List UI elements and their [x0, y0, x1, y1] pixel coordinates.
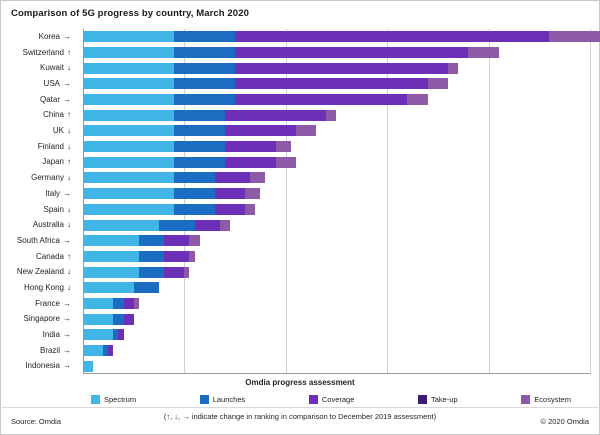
category-label: Qatar → [39, 94, 71, 104]
bar-segment-coverage[interactable] [215, 172, 250, 183]
bar-segment-spectrum[interactable] [83, 157, 174, 168]
rank-change-arrow-icon: ↓ [67, 126, 71, 136]
bar-segment-coverage[interactable] [225, 157, 276, 168]
category-label: Australia ↓ [32, 220, 71, 230]
bar-segment-spectrum[interactable] [83, 361, 93, 372]
bar-segment-coverage[interactable] [164, 251, 189, 262]
bar-segment-spectrum[interactable] [83, 141, 174, 152]
bar-segment-spectrum[interactable] [83, 110, 174, 121]
bar-segment-spectrum[interactable] [83, 204, 174, 215]
bar-segment-coverage[interactable] [164, 235, 189, 246]
bar-row[interactable] [35, 249, 590, 265]
bar-segment-launches[interactable] [159, 220, 194, 231]
stacked-bar[interactable] [83, 63, 458, 74]
legend-label: Take-up [431, 395, 458, 404]
bar-segment-spectrum[interactable] [83, 125, 174, 136]
bar-segment-coverage[interactable] [164, 267, 184, 278]
bar-segment-spectrum[interactable] [83, 267, 139, 278]
bar-segment-launches[interactable] [113, 314, 123, 325]
legend-item-spectrum[interactable] [91, 395, 136, 404]
stacked-bar[interactable] [83, 47, 499, 58]
stacked-bar[interactable] [83, 78, 448, 89]
bar-segment-launches[interactable] [139, 251, 164, 262]
bar-segment-ecosystem[interactable] [549, 31, 600, 42]
rank-change-arrow-icon: ↑ [67, 251, 71, 261]
bar-segment-ecosystem[interactable] [184, 267, 189, 278]
bar-row[interactable] [43, 76, 590, 92]
legend-swatch-icon [200, 395, 209, 404]
bar-segment-spectrum[interactable] [83, 282, 134, 293]
rank-change-arrow-icon: → [63, 235, 71, 245]
stacked-bar[interactable] [83, 31, 600, 42]
bar-segment-launches[interactable] [174, 125, 225, 136]
bar-segment-coverage[interactable] [215, 204, 245, 215]
bar-segment-coverage[interactable] [215, 188, 245, 199]
legend-label: Launches [212, 395, 246, 404]
stacked-bar[interactable] [83, 345, 113, 356]
rank-change-arrow-icon: ↓ [67, 173, 71, 183]
bar-row[interactable] [37, 139, 590, 155]
rank-change-arrow-icon: → [63, 345, 71, 355]
bar-row[interactable] [52, 123, 590, 139]
stacked-bar[interactable] [83, 235, 200, 246]
bar-row[interactable] [16, 233, 590, 249]
stacked-bar[interactable] [83, 157, 296, 168]
bar-row[interactable] [38, 29, 590, 45]
rank-change-arrow-icon: → [63, 298, 71, 308]
rank-change-arrow-icon: ↑ [67, 157, 71, 167]
page-title: Comparison of 5G progress by country, March 2020 [11, 8, 249, 19]
bar-segment-ecosystem[interactable] [189, 251, 194, 262]
category-label: France → [35, 298, 71, 308]
bar-segment-coverage[interactable] [225, 110, 326, 121]
bar-row[interactable] [35, 296, 590, 312]
category-label: Indonesia → [25, 361, 71, 371]
bar-segment-spectrum[interactable] [83, 220, 159, 231]
bar-segment-coverage[interactable] [124, 298, 134, 309]
plot-area [16, 29, 590, 374]
bar-segment-launches[interactable] [174, 47, 235, 58]
legend-label: Spectrum [104, 395, 137, 404]
gridline [590, 29, 591, 374]
bar-segment-coverage[interactable] [235, 78, 428, 89]
bar-segment-spectrum[interactable] [83, 188, 174, 199]
bar-segment-launches[interactable] [174, 110, 225, 121]
category-label: China ↑ [43, 110, 71, 120]
bar-segment-coverage[interactable] [235, 31, 549, 42]
stacked-bar[interactable] [83, 220, 230, 231]
bar-segment-coverage[interactable] [225, 125, 296, 136]
bar-segment-launches[interactable] [174, 78, 235, 89]
stacked-bar[interactable] [83, 204, 255, 215]
rank-change-arrow-icon: → [63, 329, 71, 339]
rank-change-arrow-icon: ↓ [67, 282, 71, 292]
category-label: Korea → [38, 32, 71, 41]
stacked-bar[interactable] [83, 125, 316, 136]
bar-segment-spectrum[interactable] [83, 31, 174, 42]
category-label: South Africa → [16, 235, 71, 245]
bar-segment-spectrum[interactable] [83, 47, 174, 58]
category-label: Brazil → [39, 345, 71, 355]
category-label: Singapore → [23, 314, 71, 324]
bar-segment-spectrum[interactable] [83, 314, 113, 325]
rank-change-arrow-icon: → [63, 94, 71, 104]
bar-row[interactable] [16, 264, 590, 280]
bar-segment-launches[interactable] [174, 188, 215, 199]
legend-footnote: (↑, ↓, → indicate change in ranking in comparison to December 2019 assessment) [163, 412, 437, 421]
bar-row[interactable] [31, 170, 590, 186]
legend-label: Coverage [321, 395, 355, 404]
bar-segment-ecosystem[interactable] [220, 220, 230, 231]
bar-segment-ecosystem[interactable] [407, 94, 427, 105]
rank-change-arrow-icon: ↓ [67, 141, 71, 151]
bar-row[interactable] [23, 311, 590, 327]
bar-segment-ecosystem[interactable] [245, 204, 255, 215]
legend-item-launches[interactable] [200, 395, 246, 404]
bar-segment-coverage[interactable] [225, 141, 276, 152]
stacked-bar[interactable] [83, 188, 260, 199]
bar-segment-launches[interactable] [174, 204, 215, 215]
source-label: Source: Omdia [11, 417, 62, 426]
bar-segment-launches[interactable] [174, 31, 235, 42]
bar-segment-launches[interactable] [139, 235, 164, 246]
legend-swatch-icon [418, 395, 427, 404]
chart-legend [91, 395, 571, 404]
bar-row[interactable] [32, 217, 590, 233]
bar-row[interactable] [39, 60, 590, 76]
bar-segment-spectrum[interactable] [83, 235, 139, 246]
stacked-bar[interactable] [83, 141, 291, 152]
bar-segment-spectrum[interactable] [83, 78, 174, 89]
bar-row[interactable] [39, 343, 590, 359]
category-label: Canada ↑ [35, 251, 71, 261]
bar-segment-launches[interactable] [174, 63, 235, 74]
category-label: Finland ↓ [37, 141, 71, 151]
bar-segment-launches[interactable] [174, 141, 225, 152]
bar-row[interactable] [39, 92, 590, 108]
category-label: USA → [43, 79, 71, 89]
bar-row[interactable] [22, 45, 590, 61]
bar-segment-coverage[interactable] [195, 220, 220, 231]
bar-row[interactable] [42, 327, 590, 343]
legend-item-take-up[interactable] [418, 395, 458, 404]
copyright-label: © 2020 Omdia [540, 417, 589, 426]
bar-segment-coverage[interactable] [235, 47, 468, 58]
bar-segment-ecosystem[interactable] [326, 110, 336, 121]
bar-segment-spectrum[interactable] [83, 172, 174, 183]
bar-segment-launches[interactable] [174, 157, 225, 168]
bar-segment-coverage[interactable] [108, 345, 113, 356]
rank-change-arrow-icon: ↑ [67, 47, 71, 57]
category-label: New Zealand ↓ [16, 267, 71, 277]
rank-change-arrow-icon: → [63, 32, 71, 41]
stacked-bar[interactable] [83, 282, 159, 293]
category-label: Italy → [45, 188, 71, 198]
legend-swatch-icon [309, 395, 318, 404]
bar-segment-launches[interactable] [139, 267, 164, 278]
legend-item-coverage[interactable] [309, 395, 355, 404]
stacked-bar[interactable] [83, 94, 428, 105]
rank-change-arrow-icon: ↓ [67, 220, 71, 230]
stacked-bar[interactable] [83, 314, 134, 325]
category-label: Kuwait ↓ [39, 63, 71, 73]
x-axis-label: Omdia progress assessment [245, 378, 355, 387]
bar-segment-launches[interactable] [174, 94, 235, 105]
category-label: Hong Kong ↓ [23, 282, 71, 292]
category-label: Switzerland ↑ [22, 47, 71, 57]
bar-segment-spectrum[interactable] [83, 63, 174, 74]
bar-segment-spectrum[interactable] [83, 329, 113, 340]
bar-segment-coverage[interactable] [235, 94, 407, 105]
bar-row[interactable] [42, 154, 590, 170]
rank-change-arrow-icon: → [63, 314, 71, 324]
bar-segment-launches[interactable] [134, 282, 159, 293]
rank-change-arrow-icon: → [63, 188, 71, 198]
bar-segment-ecosystem[interactable] [245, 188, 260, 199]
category-label: Spain ↓ [43, 204, 71, 214]
rank-change-arrow-icon: ↓ [67, 204, 71, 214]
stacked-bar[interactable] [83, 172, 265, 183]
stacked-bar[interactable] [83, 329, 124, 340]
category-label: UK ↓ [52, 126, 71, 136]
legend-swatch-icon [521, 395, 530, 404]
bar-segment-coverage[interactable] [235, 63, 448, 74]
bar-segment-ecosystem[interactable] [468, 47, 498, 58]
legend-swatch-icon [91, 395, 100, 404]
rank-change-arrow-icon: ↓ [67, 267, 71, 277]
legend-item-ecosystem[interactable] [521, 395, 571, 404]
bar-segment-launches[interactable] [174, 172, 215, 183]
rank-change-arrow-icon: ↑ [67, 110, 71, 120]
bar-row[interactable] [43, 107, 590, 123]
legend-label: Ecosystem [534, 395, 571, 404]
bar-segment-ecosystem[interactable] [296, 125, 316, 136]
bar-segment-ecosystem[interactable] [189, 235, 199, 246]
bar-segment-spectrum[interactable] [83, 345, 103, 356]
rank-change-arrow-icon: ↓ [67, 63, 71, 73]
bar-row[interactable] [23, 280, 590, 296]
bar-segment-ecosystem[interactable] [448, 63, 458, 74]
rank-change-arrow-icon: → [63, 79, 71, 89]
bar-segment-ecosystem[interactable] [134, 298, 139, 309]
bar-segment-spectrum[interactable] [83, 298, 113, 309]
bar-segment-ecosystem[interactable] [428, 78, 448, 89]
bar-segment-launches[interactable] [113, 298, 123, 309]
bar-row[interactable] [45, 186, 590, 202]
bar-segment-ecosystem[interactable] [250, 172, 265, 183]
stacked-bar[interactable] [83, 110, 336, 121]
rank-change-arrow-icon: → [63, 361, 71, 371]
bar-segment-coverage[interactable] [124, 314, 134, 325]
category-label: India → [42, 329, 71, 339]
stacked-bar[interactable] [83, 361, 93, 372]
bar-row[interactable] [25, 358, 590, 374]
stacked-bar[interactable] [83, 267, 189, 278]
bar-segment-ecosystem[interactable] [276, 141, 291, 152]
footer-divider [2, 407, 598, 408]
bar-segment-coverage[interactable] [118, 329, 123, 340]
bar-segment-spectrum[interactable] [83, 94, 174, 105]
stacked-bar[interactable] [83, 251, 195, 262]
category-label: Japan ↑ [42, 157, 71, 167]
bar-segment-spectrum[interactable] [83, 251, 139, 262]
bar-row[interactable] [43, 202, 590, 218]
stacked-bar[interactable] [83, 298, 139, 309]
bar-segment-ecosystem[interactable] [276, 157, 296, 168]
category-label: Germany ↓ [31, 173, 71, 183]
